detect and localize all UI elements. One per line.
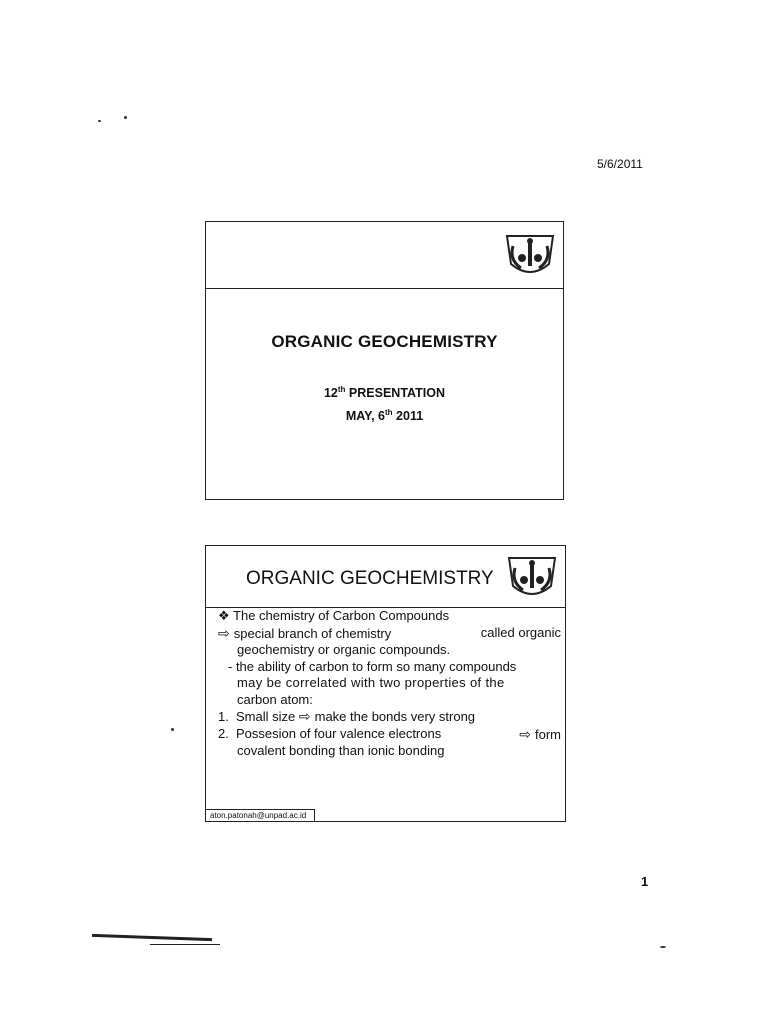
bullet-line: ❖ The chemistry of Carbon Compounds	[218, 608, 450, 623]
scan-artifact-line	[150, 944, 220, 945]
body-line: covalent bonding than ionic bonding	[237, 743, 445, 758]
presentation-date: MAY, 6th 2011	[345, 408, 424, 424]
content-slide	[205, 545, 566, 822]
scan-speck	[660, 946, 666, 948]
page-number: 1	[641, 874, 649, 889]
body-line: geochemistry or organic compounds.	[237, 642, 451, 657]
arrow-icon: ⇨	[298, 708, 311, 724]
scan-speck	[171, 728, 174, 731]
list-item: 1. Small size ⇨ make the bonds very strong	[218, 708, 476, 724]
slide-title: ORGANIC GEOCHEMISTRY	[246, 568, 494, 589]
slide-title: ORGANIC GEOCHEMISTRY	[271, 332, 498, 351]
arrow-icon: ⇨	[218, 624, 230, 641]
scan-speck	[124, 116, 127, 119]
scan-speck	[98, 120, 101, 122]
presentation-number: 12th PRESENTATION	[323, 385, 445, 401]
list-item: 2. Possesion of four valence electrons ⇨ form	[218, 725, 561, 742]
university-logo-icon	[505, 552, 559, 602]
slide-body	[218, 608, 561, 760]
diamond-bullet-icon: ❖	[218, 608, 230, 623]
body-line: carbon atom:	[237, 691, 313, 707]
body-line: ⇨ special branch of chemistry called organic	[218, 624, 561, 641]
scan-artifact-line	[92, 934, 212, 941]
arrow-icon: ⇨	[519, 725, 531, 742]
author-email: aton.patonah@unpad.ac.id	[205, 809, 315, 822]
body-line: may be correlated with two properties of the	[237, 675, 505, 690]
page-date: 5/6/2011	[597, 157, 643, 171]
title-slide	[205, 221, 564, 500]
body-line: - the ability of carbon to form so many compounds	[228, 658, 517, 674]
university-logo-icon	[503, 230, 557, 280]
